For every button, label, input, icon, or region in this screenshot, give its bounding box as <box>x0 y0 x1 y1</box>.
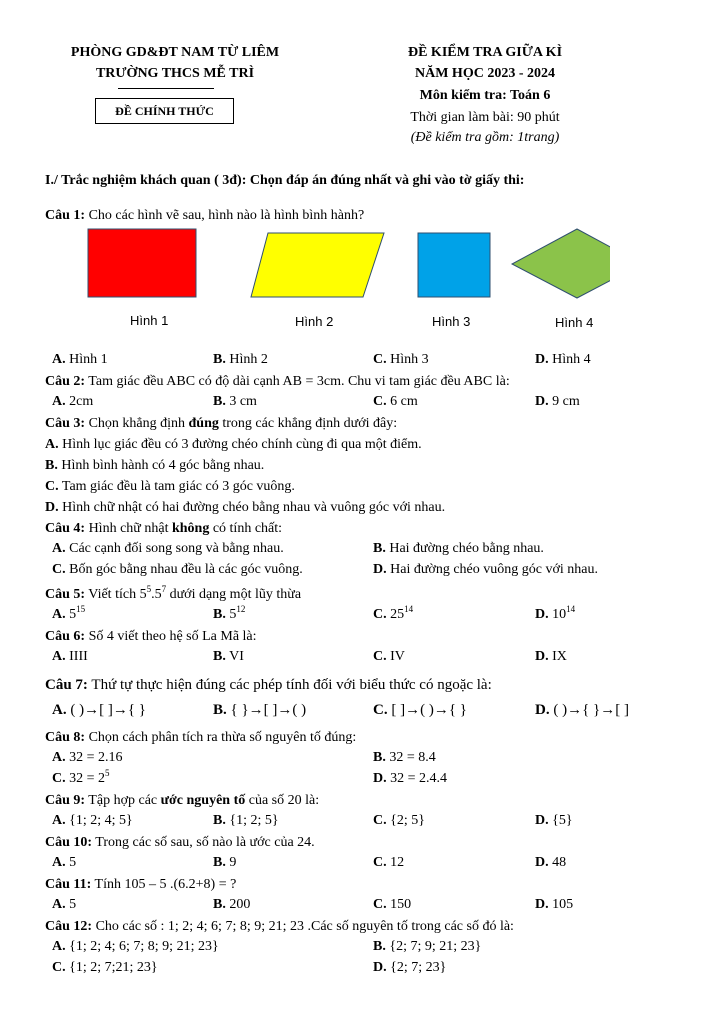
text-segment: 25 <box>390 607 405 622</box>
option-letter: B. <box>213 897 226 912</box>
option-letter: C. <box>52 771 66 786</box>
q7-option-d <box>535 702 629 719</box>
exam-duration: Thời gian làm bài: 90 phút <box>410 110 560 125</box>
text-segment: 3 cm <box>229 394 257 409</box>
figure-2-caption: Hình 2 <box>295 314 334 329</box>
option-letter: C. <box>373 649 387 664</box>
option-letter: A. <box>52 813 66 828</box>
text-segment: Hình 4 <box>552 352 591 367</box>
text-segment: Chọn cách phân tích ra thừa số nguyên tố đúng: <box>85 730 357 745</box>
question-label: Câu 10: <box>45 835 93 850</box>
text-segment: có tính chất: <box>209 521 283 536</box>
text-segment: 105 <box>552 897 574 912</box>
option-letter: A. <box>52 750 66 765</box>
text-segment: 150 <box>390 897 412 912</box>
text-segment: {1; 2; 5} <box>229 813 279 828</box>
text-segment: Hai đường chéo vuông góc với nhau. <box>390 562 598 577</box>
text-segment: Thứ tự thực hiện đúng các phép tính đối với biểu thức có ngoặc là: <box>87 677 492 693</box>
option-letter: B. <box>213 649 226 664</box>
q4-option-a <box>52 541 284 557</box>
text-segment: 5 <box>69 607 77 622</box>
q9-option-d <box>535 813 573 829</box>
q6-option-a <box>52 649 88 665</box>
q6-option-d <box>535 649 567 665</box>
q2-option-d <box>535 394 580 410</box>
q2-option-c <box>373 394 418 410</box>
question-label: Câu 8: <box>45 730 86 745</box>
option-letter: C. <box>373 607 387 622</box>
q5-option-b <box>213 604 246 623</box>
q8-option-d <box>373 771 447 787</box>
option-letter: B. <box>213 394 226 409</box>
question-label: Câu 5: <box>45 587 86 602</box>
text-segment: không <box>171 521 210 536</box>
q5-option-d <box>535 604 576 623</box>
figure-4-rhombus <box>512 229 610 298</box>
text-segment: Cho các số : 1; 2; 4; 6; 7; 8; 9; 21; 23 .Các số nguyên tố trong các số đó là: <box>92 919 514 934</box>
official-label: ĐỀ CHÍNH THỨC <box>95 98 234 124</box>
text-segment: 32 = 2 <box>69 771 106 786</box>
text-segment: VI <box>229 649 244 664</box>
question-3 <box>45 415 397 432</box>
option-letter: A. <box>45 437 59 452</box>
text-segment: Hình lục giác đều có 3 đường chéo chính cùng đi qua một điểm. <box>62 437 422 452</box>
pages-note: (Đề kiểm tra gồm: 1trang) <box>410 130 560 145</box>
text-segment: {5} <box>552 813 573 828</box>
q11-option-d <box>535 897 573 913</box>
exam-subject: Môn kiểm tra: Toán 6 <box>419 88 551 103</box>
q1-option-b <box>213 352 268 368</box>
q9-option-b <box>213 813 279 829</box>
option-letter: C. <box>373 352 387 367</box>
q7-option-c <box>373 702 467 719</box>
question-8 <box>45 729 356 746</box>
option-letter: A. <box>52 649 66 664</box>
option-letter: C. <box>373 855 387 870</box>
q6-option-c <box>373 649 405 665</box>
option-letter: D. <box>45 500 59 515</box>
text-segment: Tam giác đều là tam giác có 3 góc vuông. <box>61 479 295 494</box>
section-title: I./ Trắc nghiệm khách quan ( 3đ): Chọn đáp án đúng nhất và ghi vào tờ giấy thi: <box>45 173 525 188</box>
option-letter: C. <box>373 394 387 409</box>
q7-option-b <box>213 702 306 719</box>
text-segment: 32 = 2.4.4 <box>390 771 448 786</box>
school-year: NĂM HỌC 2023 - 2024 <box>415 66 555 81</box>
text-segment: Các cạnh đối song song và bằng nhau. <box>69 541 284 556</box>
option-letter: A. <box>52 939 66 954</box>
q7-option-a <box>52 702 146 719</box>
school-department: PHÒNG GD&ĐT NAM TỪ LIÊM <box>70 45 280 60</box>
figure-2-parallelogram <box>251 233 384 297</box>
text-segment: Tập hợp các <box>85 793 161 808</box>
text-segment: 6 cm <box>390 394 418 409</box>
q1-option-c <box>373 352 429 368</box>
option-letter: D. <box>535 813 549 828</box>
text-segment: 10 <box>552 607 567 622</box>
question-label: Câu 9: <box>45 793 86 808</box>
option-letter: B. <box>213 855 226 870</box>
q10-option-b <box>213 855 236 871</box>
option-letter: A. <box>52 702 67 718</box>
question-7 <box>45 677 492 694</box>
text-segment: Hình chữ nhật có hai đường chéo bằng nhau và vuông góc với nhau. <box>62 500 446 515</box>
text-segment: IIII <box>69 649 88 664</box>
text-segment: 5 <box>146 584 152 594</box>
q1-option-d <box>535 352 591 368</box>
question-label: Câu 11: <box>45 877 92 892</box>
text-segment: Hình bình hành có 4 góc bằng nhau. <box>61 458 265 473</box>
text-segment: 14 <box>566 604 576 614</box>
text-segment: Viết tích 5 <box>85 587 147 602</box>
q10-option-d <box>535 855 566 871</box>
option-letter: D. <box>535 897 549 912</box>
q12-option-c <box>52 960 158 976</box>
q9-option-a <box>52 813 133 829</box>
text-segment: ước nguyên tố <box>160 793 246 808</box>
option-letter: C. <box>52 562 66 577</box>
figure-3-caption: Hình 3 <box>432 314 471 329</box>
text-segment: Bốn góc bằng nhau đều là các góc vuông. <box>69 562 303 577</box>
q4-option-d <box>373 562 598 578</box>
figure-1-rectangle <box>88 229 196 297</box>
q12-option-b <box>373 939 481 955</box>
option-letter: A. <box>52 607 66 622</box>
text-segment: Hình 1 <box>69 352 108 367</box>
q8-option-b <box>373 750 436 766</box>
option-letter: A. <box>52 855 66 870</box>
q11-option-b <box>213 897 250 913</box>
question-11 <box>45 876 236 893</box>
text-segment: dưới dạng một lũy thừa <box>166 587 302 602</box>
q4-option-c <box>52 562 303 578</box>
text-segment: Hai đường chéo bằng nhau. <box>389 541 544 556</box>
option-letter: A. <box>52 352 66 367</box>
shapes-figure <box>80 226 610 306</box>
option-letter: D. <box>535 649 549 664</box>
option-letter: D. <box>373 562 387 577</box>
text-segment: của số 20 là: <box>245 793 320 808</box>
text-segment: Hình 3 <box>390 352 429 367</box>
question-5 <box>45 586 301 603</box>
q3-option-c <box>45 478 295 495</box>
q3-option-b <box>45 457 264 474</box>
text-segment: 32 = 2.16 <box>69 750 123 765</box>
option-letter: B. <box>373 939 386 954</box>
q4-option-b <box>373 541 544 557</box>
q6-option-b <box>213 649 244 665</box>
text-segment: Chọn khẳng định <box>85 416 189 431</box>
text-segment: {1; 2; 7;21; 23} <box>69 960 158 975</box>
text-segment: { }→[ ]→( ) <box>230 702 307 718</box>
option-letter: B. <box>373 541 386 556</box>
question-label: Câu 1: <box>45 208 86 223</box>
figure-4-caption: Hình 4 <box>555 315 594 330</box>
text-segment: IX <box>552 649 567 664</box>
q9-option-c <box>373 813 425 829</box>
text-segment: trong các khẳng định dưới đây: <box>218 416 398 431</box>
question-10 <box>45 834 315 851</box>
text-segment: {1; 2; 4; 6; 7; 8; 9; 21; 23} <box>69 939 219 954</box>
option-letter: A. <box>52 897 66 912</box>
q2-option-a <box>52 394 93 410</box>
option-letter: D. <box>535 607 549 622</box>
question-text: Cho các hình vẽ sau, hình nào là hình bình hành? <box>85 208 365 223</box>
option-letter: C. <box>373 897 387 912</box>
text-segment: 15 <box>76 604 86 614</box>
option-letter: B. <box>373 750 386 765</box>
q5-option-a <box>52 604 86 623</box>
text-segment: Trong các số sau, số nào là ước của 24. <box>92 835 315 850</box>
q10-option-c <box>373 855 404 871</box>
q2-option-b <box>213 394 257 410</box>
option-letter: C. <box>373 702 388 718</box>
text-segment: 5 <box>105 768 110 778</box>
text-segment: .5 <box>151 587 162 602</box>
text-segment: 5 <box>69 897 77 912</box>
text-segment: [ ]→( )→{ } <box>391 702 467 718</box>
option-letter: C. <box>52 960 66 975</box>
q3-option-a <box>45 436 422 453</box>
exam-title: ĐỀ KIỂM TRA GIỮA KÌ <box>407 45 563 60</box>
text-segment: 14 <box>404 604 414 614</box>
text-segment: Tính 105 – 5 .(6.2+8) = ? <box>91 877 237 892</box>
text-segment: 12 <box>236 604 246 614</box>
figure-1-caption: Hình 1 <box>130 313 169 328</box>
text-segment: Hình 2 <box>229 352 268 367</box>
option-letter: B. <box>213 352 226 367</box>
question-6 <box>45 628 257 645</box>
text-segment: 5 <box>69 855 77 870</box>
question-9 <box>45 792 319 809</box>
q8-option-a <box>52 750 123 766</box>
q11-option-a <box>52 897 76 913</box>
question-label: Câu 3: <box>45 416 86 431</box>
text-segment: {2; 7; 23} <box>390 960 447 975</box>
question-label: Câu 7: <box>45 677 88 693</box>
option-letter: D. <box>373 960 387 975</box>
question-4 <box>45 520 282 537</box>
q3-option-d <box>45 499 445 516</box>
text-segment: 32 = 8.4 <box>389 750 436 765</box>
text-segment: 9 <box>229 855 237 870</box>
text-segment: Hình chữ nhật <box>85 521 172 536</box>
question-2 <box>45 373 510 390</box>
option-letter: C. <box>45 479 59 494</box>
option-letter: A. <box>52 394 66 409</box>
q10-option-a <box>52 855 76 871</box>
question-label: Câu 6: <box>45 629 86 644</box>
q1-option-a <box>52 352 108 368</box>
option-letter: D. <box>535 394 549 409</box>
question-12 <box>45 918 514 935</box>
q11-option-c <box>373 897 411 913</box>
text-segment: 5 <box>229 607 237 622</box>
text-segment: ( )→{ }→[ ] <box>553 702 629 718</box>
text-segment: {1; 2; 4; 5} <box>69 813 133 828</box>
text-segment: 7 <box>161 584 167 594</box>
question-label: Câu 2: <box>45 374 86 389</box>
text-segment: {2; 5} <box>390 813 425 828</box>
question-label: Câu 12: <box>45 919 93 934</box>
text-segment: 48 <box>552 855 567 870</box>
q8-option-c <box>52 768 110 787</box>
text-segment: 200 <box>229 897 251 912</box>
option-letter: D. <box>535 702 550 718</box>
text-segment: {2; 7; 9; 21; 23} <box>389 939 482 954</box>
school-name: TRƯỜNG THCS MỄ TRÌ <box>95 66 255 81</box>
q12-option-a <box>52 939 219 955</box>
option-letter: A. <box>52 541 66 556</box>
q5-option-c <box>373 604 414 623</box>
text-segment: đúng <box>188 416 219 431</box>
question-1 <box>45 207 364 224</box>
question-label: Câu 4: <box>45 521 86 536</box>
option-letter: B. <box>213 607 226 622</box>
text-segment: Số 4 viết theo hệ số La Mã là: <box>85 629 257 644</box>
text-segment: IV <box>390 649 405 664</box>
q12-option-d <box>373 960 446 976</box>
text-segment: 12 <box>390 855 405 870</box>
option-letter: B. <box>45 458 58 473</box>
option-letter: C. <box>373 813 387 828</box>
option-letter: B. <box>213 813 226 828</box>
text-segment: 9 cm <box>552 394 580 409</box>
option-letter: B. <box>213 702 227 718</box>
figure-3-square <box>418 233 490 297</box>
header-underline <box>118 88 214 89</box>
option-letter: D. <box>535 855 549 870</box>
option-letter: D. <box>373 771 387 786</box>
text-segment: 2cm <box>69 394 94 409</box>
text-segment: ( )→[ ]→{ } <box>70 702 146 718</box>
option-letter: D. <box>535 352 549 367</box>
text-segment: Tam giác đều ABC có độ dài cạnh AB = 3cm. Chu vi tam giác đều ABC là: <box>85 374 510 389</box>
